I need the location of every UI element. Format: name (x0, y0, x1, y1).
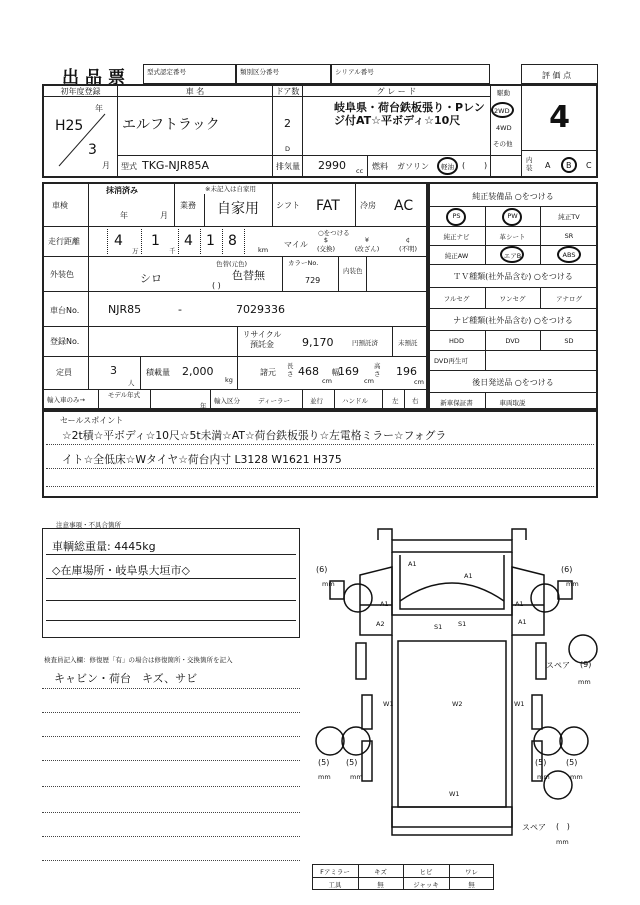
color-label: 外装色 (50, 270, 74, 279)
meter-c-label: (不明) (398, 245, 418, 253)
inspect-year-unit: 年 (120, 211, 128, 220)
drive-2wd: 2WD (494, 107, 510, 115)
vehicle-name: エルフトラック (122, 117, 220, 133)
use-note: ※未記入は自家用 (205, 185, 256, 193)
import-label: 輸入車のみ→ (47, 396, 85, 404)
tire-rr1-unit: mm (537, 773, 550, 781)
damage-diagram (300, 525, 600, 855)
form-title: 出品票 (62, 68, 131, 88)
mileage-man: 万 (132, 247, 139, 255)
tire-rr1-depth: 5 (538, 758, 544, 767)
chassis-dash: - (178, 303, 182, 316)
tire-fr-depth: 6 (564, 565, 570, 574)
diag-w1-rear: W1 (449, 790, 460, 798)
tv-oneseg: ワンセグ (499, 295, 526, 303)
disp-value: 2990 (318, 159, 346, 172)
first-reg-label: 初年度登録 (60, 87, 101, 96)
height-unit: cm (414, 378, 424, 386)
diag-a2-left: A2 (376, 620, 385, 628)
handle-left: 左 (392, 397, 399, 405)
spare-label-2: スペア (522, 823, 546, 832)
fuel-diesel-circle (437, 157, 458, 175)
load-unit: kg (225, 376, 233, 384)
spec-label: 諸元 (260, 368, 276, 377)
after-title: 後日発送品 ○をつける (472, 378, 554, 387)
drive-2wd-circle (491, 102, 514, 118)
capacity-label: 定員 (56, 368, 72, 377)
diag-a1-right: A1 (515, 600, 524, 608)
after-manual: 車両取説 (499, 399, 526, 407)
category-label: 類別区分番号 (240, 68, 279, 76)
sales-label: セールスポイント (60, 416, 124, 425)
diag-w2: W2 (452, 700, 463, 708)
diag-a1-left: A1 (380, 600, 389, 608)
legend-jack: ジャッキ (413, 881, 439, 889)
len-unit: cm (322, 377, 332, 385)
height-label: 高さ (374, 362, 381, 378)
after-warranty: 新車保証書 (440, 399, 473, 407)
navi-title: ナビ種類(社外品含む) ○をつける (453, 316, 573, 325)
grade-label: グ レ ー ド (376, 87, 417, 96)
equip-airbag-circle (500, 246, 524, 263)
eval-header (521, 64, 598, 84)
inspect-value: 抹消済み (106, 186, 138, 195)
import-dealer: ディーラー (258, 397, 290, 405)
diag-w1-right: W1 (514, 700, 525, 708)
model-value: TKG-NJR85A (142, 159, 210, 172)
interior-a: A (545, 161, 551, 170)
equip-tv: 純正TV (558, 213, 580, 221)
meter-a: $ (323, 236, 329, 244)
tv-title: ＴＶ種類(社外品含む) ○をつける (453, 272, 573, 281)
tire-rr2-depth: 5 (569, 758, 575, 767)
interior-b-circle (561, 157, 577, 173)
year-label: 年 (95, 104, 103, 113)
doors-suffix: D (285, 145, 291, 153)
tire-spare-unit: mm (578, 678, 591, 686)
tire-rl2-unit: mm (350, 773, 363, 781)
color-change-value: 色替無 (232, 269, 265, 282)
ac-value: AC (394, 198, 414, 214)
tire-rl2-depth: 5 (349, 758, 355, 767)
equip-abs-circle (557, 246, 581, 263)
load-label: 積載量 (146, 368, 170, 377)
drive-other: その他 (493, 140, 513, 148)
regno-label: 登録No. (50, 337, 80, 346)
mileage-sen: 千 (169, 247, 176, 255)
meter-a-label: (交換) (316, 245, 336, 253)
recycle-value: 9,170 (302, 336, 334, 349)
equip-abs: ABS (562, 251, 576, 259)
color-value: シロ (140, 272, 162, 285)
mileage-digit: 4 (184, 233, 193, 249)
model-label: 型式 (121, 162, 137, 171)
fuel-diesel: 軽油 (441, 163, 454, 171)
equip-sr: SR (564, 232, 574, 240)
equip-leather: 革シート (499, 233, 526, 241)
meter-c: ¢ (405, 236, 411, 244)
navi-sd: SD (564, 337, 574, 345)
capacity-unit: 人 (128, 379, 135, 387)
width-unit: cm (364, 377, 374, 385)
inspector-label: 検査員記入欄：修復歴「有」の場合は修復箇所・交換箇所を記入 (44, 656, 233, 664)
disp-unit: cc (356, 167, 364, 175)
doors-label: ドア数 (275, 87, 300, 96)
color-no-label: カラーNo. (288, 259, 319, 267)
meter-b: ¥ (364, 236, 370, 244)
serial-label: シリアル番号 (335, 68, 374, 76)
width-label: 幅 (332, 368, 340, 377)
ac-label: 冷房 (360, 201, 376, 210)
tire-spare-depth: 9 (583, 660, 589, 669)
diag-a1-right-2: A1 (518, 618, 527, 626)
drive-label: 駆動 (497, 89, 510, 97)
chassis-a: NJR85 (108, 303, 142, 316)
cert-number-field (143, 64, 236, 84)
spare2-unit: mm (556, 838, 569, 846)
tire-rl1-depth: 5 (321, 758, 327, 767)
legend-break: ワレ (465, 868, 478, 876)
tire-fl-unit: mm (322, 580, 335, 588)
mileage-digit: 1 (151, 233, 160, 249)
len-value: 468 (298, 365, 319, 378)
first-reg-month: 3 (88, 142, 97, 158)
color-no-value: 729 (305, 276, 321, 285)
dvd-playback: DVD再生可 (434, 357, 468, 365)
legend-tools: 工具 (328, 881, 342, 889)
tire-rr2-unit: mm (570, 773, 583, 781)
tv-fullseg: フルセグ (443, 295, 470, 303)
equip-ps: PS (452, 212, 461, 220)
handle-label: ハンドル (342, 397, 368, 405)
inspect-label: 車検 (52, 201, 68, 210)
mileage-km: km (258, 246, 269, 254)
interior-c: C (586, 161, 592, 170)
eval-label: 評 価 点 (542, 71, 572, 80)
equip-aw: 純正AW (444, 252, 469, 260)
int-color-label: 内装色 (343, 267, 363, 275)
name-label: 車 名 (185, 87, 205, 96)
sales-line-1: ☆2t積☆平ボディ☆10尺☆5t未満☆AT☆荷台鉄板張り☆左電格ミラー☆フォグラ (62, 429, 447, 442)
diag-a1-top-r: A1 (464, 572, 473, 580)
first-reg-year: H25 (55, 118, 84, 134)
doors-value: 2 (284, 117, 291, 130)
legend-jack-value: 無 (468, 881, 475, 889)
cert-label: 型式認定番号 (147, 68, 186, 76)
interior-b: B (566, 161, 572, 170)
model-year-label: モデル年式 (107, 391, 141, 399)
inspector-line-1: キャビン・荷台 キズ、サビ (54, 672, 198, 685)
notes-label: 注意事項・不具合箇所 (56, 521, 121, 529)
use-label: 業務 (180, 201, 196, 210)
shift-label: シフト (276, 201, 300, 210)
equipment-title: 純正装備品 ○をつける (472, 192, 554, 201)
color-paren: ( ) (212, 281, 221, 290)
use-value: 自家用 (217, 201, 259, 217)
category-number-field (236, 64, 331, 84)
legend-mirror: Fアミラー (320, 868, 350, 876)
inspect-month-unit: 月 (160, 211, 168, 220)
len-label: 長さ (287, 362, 294, 378)
import-parallel: 並行 (310, 397, 323, 405)
load-value: 2,000 (182, 365, 214, 378)
diag-s1-a: S1 (434, 623, 443, 631)
handle-right: 右 (412, 397, 419, 405)
grade-text: 岐阜県・荷台鉄板張り・Pレンジ付AT☆平ボディ☆10尺 (334, 101, 485, 127)
legend-tools-value: 無 (377, 881, 384, 889)
mileage-digit: 8 (228, 233, 237, 249)
navi-hdd: HDD (449, 337, 464, 345)
chassis-b: 7029336 (236, 303, 285, 316)
fuel-label: 燃料 (372, 162, 388, 171)
fuel-gasoline: ガソリン (397, 162, 429, 171)
interior-label: 内装 (526, 156, 533, 172)
spare-label-1: スペア (546, 661, 570, 670)
model-year-unit: 年 (200, 402, 207, 410)
equip-airbag: エアB (503, 252, 522, 260)
mile-label: マイル (284, 240, 308, 249)
width-value: 169 (338, 365, 359, 378)
color-change-label: 色替(元色) (216, 260, 248, 268)
diag-w1-left: W1 (383, 700, 394, 708)
notes-line-2: ◇在庫場所・岐阜県大垣市◇ (52, 564, 190, 577)
legend-crack: ヒビ (419, 868, 433, 876)
drive-4wd: 4WD (496, 124, 512, 132)
mileage-label: 走行距離 (48, 237, 80, 246)
recycle-status: 未預託 (398, 339, 418, 347)
tire-fl-depth: 6 (319, 565, 325, 574)
tire-fr-unit: mm (566, 580, 579, 588)
diag-a1-top: A1 (408, 560, 417, 568)
tire-rl1-unit: mm (318, 773, 331, 781)
navi-dvd: DVD (505, 337, 520, 345)
meter-head: ○をつける (318, 229, 350, 237)
shift-value: FAT (316, 198, 340, 214)
capacity-value: 3 (110, 364, 117, 377)
eval-score: 4 (549, 100, 570, 135)
equip-navi: 純正ナビ (443, 233, 470, 241)
chassis-label: 車台No. (50, 306, 80, 315)
mileage-digit: 1 (206, 233, 215, 249)
diag-s1-b: S1 (458, 620, 467, 628)
mileage-digit: 4 (114, 233, 123, 249)
equip-ps-circle (446, 208, 466, 226)
recycle-label: リサイクル預託金 (242, 330, 282, 349)
notes-line-1: 車輌総重量: 4445kg (52, 540, 156, 553)
legend-scratch: キズ (374, 868, 387, 876)
month-label: 月 (102, 161, 110, 170)
disp-label: 排気量 (276, 162, 300, 171)
meter-b-label: (改ざん) (354, 245, 380, 253)
import-cat-label: 輸入区分 (214, 397, 240, 405)
equip-pw-circle (502, 208, 522, 226)
recycle-unit: 円預託済 (352, 339, 378, 347)
tv-analog: アナログ (556, 295, 582, 303)
serial-number-field (331, 64, 490, 84)
sales-line-2: イト☆全低床☆Wタイヤ☆荷台内寸 L3128 W1621 H375 (62, 453, 342, 466)
equip-pw: PW (507, 212, 518, 220)
height-value: 196 (396, 365, 417, 378)
